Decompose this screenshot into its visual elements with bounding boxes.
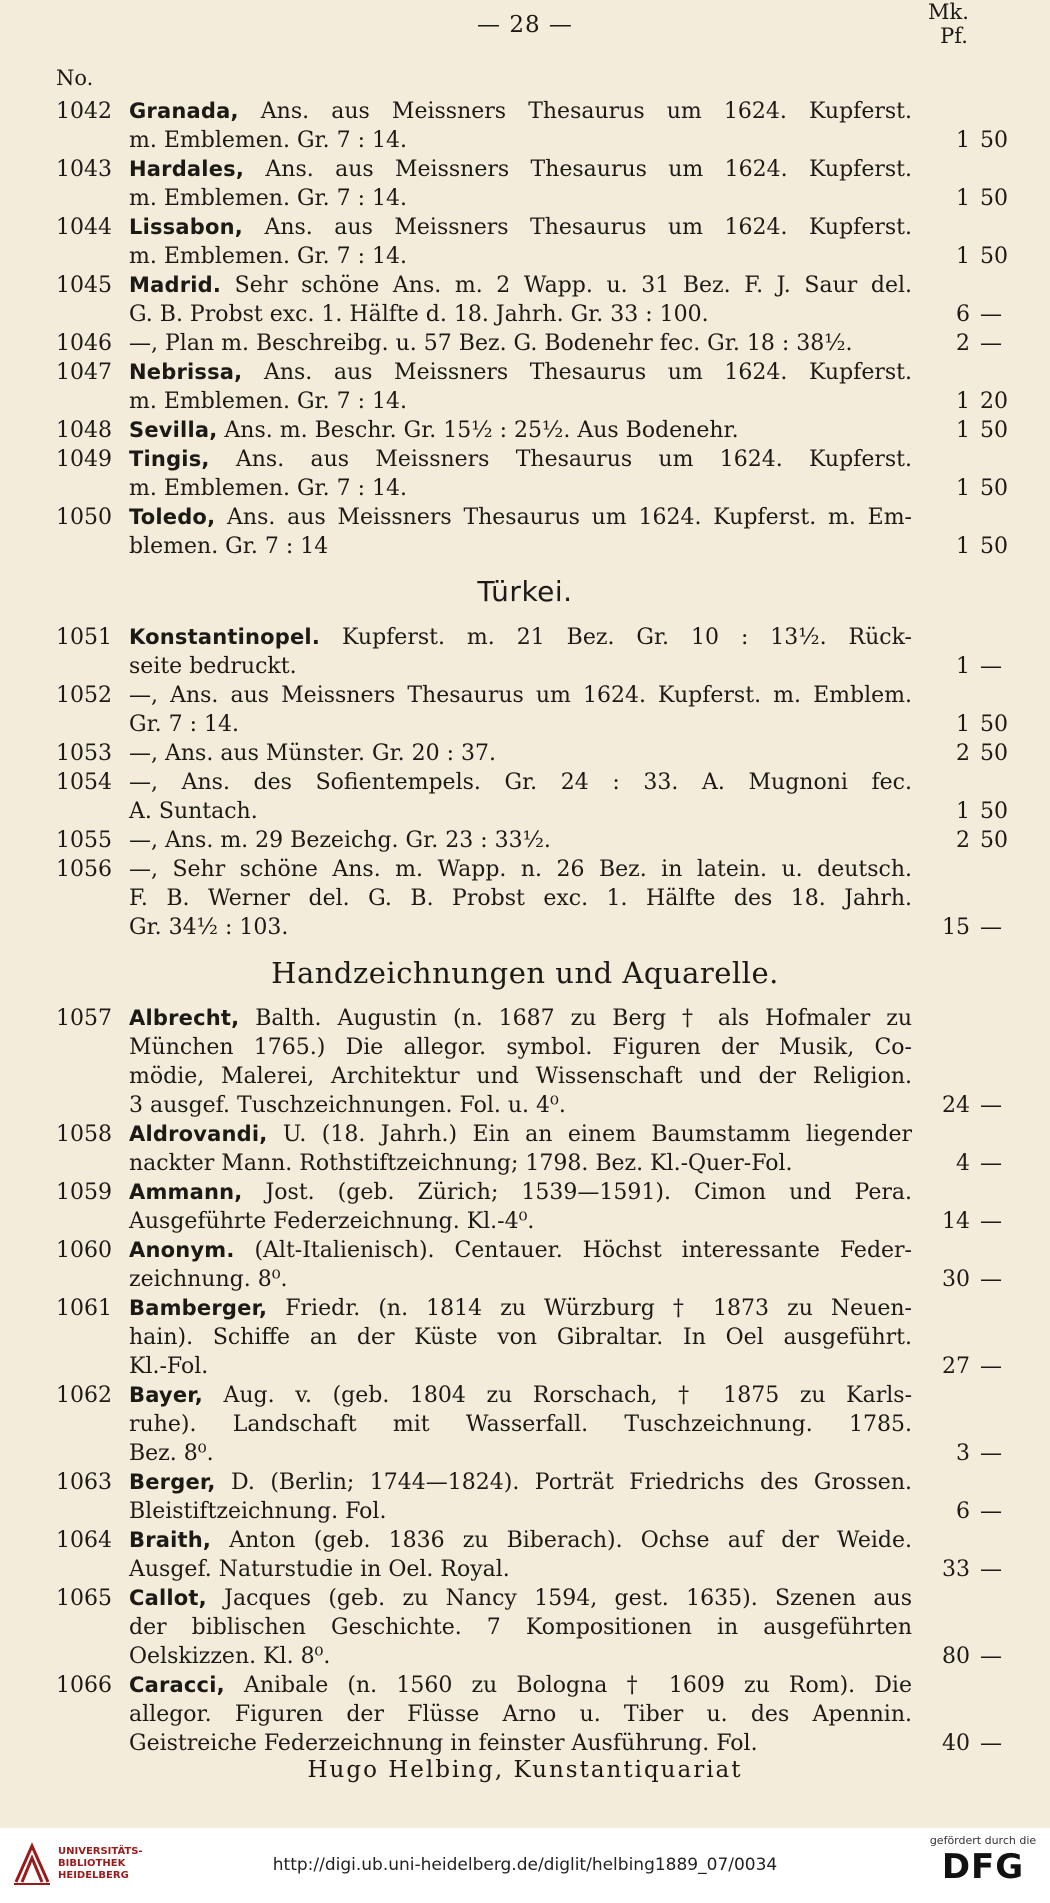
catalog-entry (0, 1584, 1050, 1671)
entry-description: —, Ans. aus Meissners Thesaurus um 1624. Kupferst. m. Emblem. (129, 683, 912, 708)
price-marks: 1 (956, 244, 970, 269)
entry-headword: Callot, (129, 1586, 207, 1610)
price-marks: 1 (956, 389, 970, 414)
entry-headword: Albrecht, (129, 1006, 240, 1030)
library-logo-line: UNIVERSITÄTS- (58, 1846, 143, 1857)
entry-line (0, 387, 1050, 416)
entry-text (129, 474, 912, 503)
entry-line (0, 1613, 1050, 1642)
price-marks: 30 (942, 1267, 970, 1292)
entry-line (0, 1352, 1050, 1381)
entry-text (129, 155, 912, 184)
entry-description: Ans. aus Meissners Thesaurus um 1624. Kupferst. (242, 215, 912, 240)
catalog-entry (0, 1381, 1050, 1468)
entry-line (0, 416, 1050, 445)
viewer-bar (0, 1828, 1050, 1903)
entry-description: U. (18. Jahrh.) Ein an einem Baumstamm liegender (267, 1122, 912, 1147)
entry-description: Ans. aus Meissners Thesaurus um 1624. Kupferst. (244, 157, 912, 182)
entry-line (0, 855, 1050, 884)
entry-line (0, 1729, 1050, 1758)
entry-description: Ans. aus Meissners Thesaurus um 1624. Kupferst. (238, 99, 912, 124)
price-marks: 27 (942, 1354, 970, 1379)
entry-text (129, 1671, 912, 1700)
entry-description: m. Emblemen. Gr. 7 : 14. (129, 389, 407, 414)
entry-number: 1063 (56, 1470, 112, 1495)
entry-number: 1060 (56, 1238, 112, 1263)
entry-number: 1042 (56, 99, 112, 124)
price-pfennig: 50 (980, 712, 1008, 737)
entry-line (0, 329, 1050, 358)
entry-text (129, 681, 912, 710)
entry-description: der biblischen Geschichte. 7 Kompositionen in ausgeführten (129, 1615, 912, 1640)
entry-text (129, 184, 912, 213)
entry-text (129, 1381, 912, 1410)
entry-description: Ausgeführte Federzeichnung. Kl.-4⁰. (129, 1209, 535, 1234)
entry-line (0, 1265, 1050, 1294)
entry-number: 1058 (56, 1122, 112, 1147)
catalog-entry (0, 1236, 1050, 1294)
entry-line (0, 242, 1050, 271)
library-logo-line: BIBLIOTHEK (58, 1858, 126, 1869)
price-pfennig: — (980, 1557, 1002, 1582)
dfg-logo-text: DFG (941, 1847, 1025, 1887)
price-marks: 1 (956, 799, 970, 824)
price-marks: 6 (956, 1499, 970, 1524)
entry-text (129, 855, 912, 884)
entry-line (0, 1410, 1050, 1439)
entry-text (129, 445, 912, 474)
entry-headword: Braith, (129, 1528, 212, 1552)
entry-text (129, 1062, 912, 1091)
entry-number: 1049 (56, 447, 112, 472)
entry-text (129, 1207, 912, 1236)
entry-headword: Hardales, (129, 157, 245, 181)
entry-line (0, 768, 1050, 797)
entry-description: —, Sehr schöne Ans. m. Wapp. n. 26 Bez. in latein. u. deutsch. (129, 857, 912, 882)
entry-headword: Anonym. (129, 1238, 235, 1262)
entry-headword: Ammann, (129, 1180, 243, 1204)
entry-text (129, 652, 912, 681)
entry-number: 1050 (56, 505, 112, 530)
price-pfennig: — (980, 1441, 1002, 1466)
entry-line (0, 532, 1050, 561)
entry-description: D. (Berlin; 1744—1824). Porträt Friedrichs des Grossen. (215, 1470, 912, 1495)
price-marks: 14 (942, 1209, 970, 1234)
entry-number: 1047 (56, 360, 112, 385)
entry-number: 1065 (56, 1586, 112, 1611)
entry-line (0, 358, 1050, 387)
price-pfennig: — (980, 1731, 1002, 1756)
entry-description: Kupferst. m. 21 Bez. Gr. 10 : 13½. Rück- (320, 625, 912, 650)
catalog-entry (0, 739, 1050, 768)
price-marks: 2 (956, 331, 970, 356)
price-marks: 1 (956, 476, 970, 501)
column-header-price: Mk. Pf. (928, 0, 969, 48)
entry-number: 1056 (56, 857, 112, 882)
entry-text (129, 1613, 912, 1642)
entry-text (129, 1642, 912, 1671)
entry-headword: Toledo, (129, 505, 216, 529)
price-marks: 15 (942, 915, 970, 940)
catalog-entry (0, 416, 1050, 445)
catalog-entry (0, 97, 1050, 155)
catalog-entry (0, 826, 1050, 855)
entry-text (129, 1468, 912, 1497)
catalog-entry (0, 1468, 1050, 1526)
price-marks: 2 (956, 828, 970, 853)
catalog-entry (0, 271, 1050, 329)
entry-line (0, 1033, 1050, 1062)
page-footer: Hugo Helbing, Kunstantiquariat (307, 1757, 743, 1783)
entry-headword: Caracci, (129, 1673, 225, 1697)
catalog-entry (0, 213, 1050, 271)
section-heading: Türkei. (477, 575, 573, 608)
entry-line (0, 623, 1050, 652)
entry-line (0, 1004, 1050, 1033)
catalog-entry (0, 623, 1050, 681)
column-header-number: No. (56, 66, 94, 90)
page-number: — 28 — (477, 12, 573, 38)
entry-number: 1046 (56, 331, 112, 356)
entry-description: Balth. Augustin (n. 1687 zu Berg † als Hofmaler zu (239, 1006, 912, 1031)
entry-text (129, 1555, 912, 1584)
entry-line (0, 271, 1050, 300)
entry-description: Ans. aus Meissners Thesaurus um 1624. Kupferst. (209, 447, 912, 472)
price-pfennig: — (980, 302, 1002, 327)
entry-line (0, 1178, 1050, 1207)
entry-number: 1048 (56, 418, 112, 443)
catalog-entry (0, 155, 1050, 213)
catalog-entry (0, 445, 1050, 503)
entry-description: —, Ans. m. 29 Bezeichg. Gr. 23 : 33½. (129, 828, 551, 853)
entry-text (129, 1033, 912, 1062)
entry-number: 1057 (56, 1006, 112, 1031)
entry-number: 1059 (56, 1180, 112, 1205)
entry-text (129, 1323, 912, 1352)
entry-list (0, 97, 1050, 1758)
price-marks: 6 (956, 302, 970, 327)
entry-number: 1043 (56, 157, 112, 182)
entry-description: Bleistiftzeichnung. Fol. (129, 1499, 387, 1524)
entry-text (129, 1120, 912, 1149)
entry-headword: Bayer, (129, 1383, 203, 1407)
entry-line (0, 155, 1050, 184)
catalog-entry (0, 358, 1050, 416)
entry-line (0, 184, 1050, 213)
entry-description: blemen. Gr. 7 : 14 (129, 534, 329, 559)
catalog-entry (0, 1526, 1050, 1584)
entry-line (0, 826, 1050, 855)
entry-text (129, 126, 912, 155)
entry-line (0, 681, 1050, 710)
entry-line (0, 1671, 1050, 1700)
entry-description: 3 ausgef. Tuschzeichnungen. Fol. u. 4⁰. (129, 1093, 566, 1118)
entry-text (129, 913, 912, 942)
price-marks: 80 (942, 1644, 970, 1669)
entry-number: 1061 (56, 1296, 112, 1321)
entry-description: seite bedruckt. (129, 654, 297, 679)
price-pfennig: 50 (980, 828, 1008, 853)
price-pfennig: 50 (980, 186, 1008, 211)
price-pfennig: — (980, 1209, 1002, 1234)
entry-description: Jost. (geb. Zürich; 1539—1591). Cimon und Pera. (242, 1180, 912, 1205)
price-pfennig: — (980, 331, 1002, 356)
entry-text (129, 1265, 912, 1294)
entry-number: 1051 (56, 625, 112, 650)
price-pfennig: — (980, 1499, 1002, 1524)
entry-text (129, 1178, 912, 1207)
entry-description: hain). Schiffe an der Küste von Gibraltar. In Oel ausgeführt. (129, 1325, 912, 1350)
entry-line (0, 1236, 1050, 1265)
entry-line (0, 1555, 1050, 1584)
price-pfennig: 50 (980, 741, 1008, 766)
catalog-entry (0, 681, 1050, 739)
entry-line (0, 1497, 1050, 1526)
price-pfennig: 50 (980, 244, 1008, 269)
entry-description: Anibale (n. 1560 zu Bologna † 1609 zu Rom). Die (224, 1673, 912, 1698)
entry-description: Ausgef. Naturstudie in Oel. Royal. (129, 1557, 510, 1582)
entry-headword: Berger, (129, 1470, 216, 1494)
price-marks: 1 (956, 186, 970, 211)
price-marks: 33 (942, 1557, 970, 1582)
entry-description: —, Plan m. Beschreibg. u. 57 Bez. G. Bodenehr fec. Gr. 18 : 38½. (129, 331, 853, 356)
catalog-entry (0, 503, 1050, 561)
entry-description: Gr. 7 : 14. (129, 712, 240, 737)
catalog-entry (0, 1178, 1050, 1236)
entry-text (129, 739, 912, 768)
entry-text (129, 1497, 912, 1526)
entry-text (129, 358, 912, 387)
entry-headword: Konstantinopel. (129, 625, 321, 649)
entry-headword: Lissabon, (129, 215, 243, 239)
entry-text (129, 1584, 912, 1613)
entry-line (0, 503, 1050, 532)
entry-line (0, 1091, 1050, 1120)
entry-text (129, 1352, 912, 1381)
entry-description: F. B. Werner del. G. B. Probst exc. 1. Hälfte des 18. Jahrh. (129, 886, 912, 911)
entry-line (0, 126, 1050, 155)
entry-line (0, 474, 1050, 503)
price-pfennig: 50 (980, 128, 1008, 153)
entry-text (129, 387, 912, 416)
entry-text (129, 623, 912, 652)
entry-text (129, 1526, 912, 1555)
entry-description: Bez. 8⁰. (129, 1441, 214, 1466)
entry-text (129, 1004, 912, 1033)
entry-line (0, 710, 1050, 739)
entry-description: Geistreiche Federzeichnung in feinster Ausführung. Fol. (129, 1731, 758, 1756)
entry-text (129, 1729, 912, 1758)
price-pfennig: — (980, 654, 1002, 679)
entry-description: Aug. v. (geb. 1804 zu Rorschach, † 1875 zu Karls- (202, 1383, 912, 1408)
section-heading: Handzeichnungen und Aquarelle. (271, 956, 779, 990)
entry-text (129, 884, 912, 913)
entry-line (0, 884, 1050, 913)
entry-description: Sehr schöne Ans. m. 2 Wapp. u. 31 Bez. F. J. Saur del. (221, 273, 912, 298)
entry-description: ruhe). Landschaft mit Wasserfall. Tuschzeichnung. 1785. (129, 1412, 912, 1437)
entry-number: 1066 (56, 1673, 112, 1698)
entry-line (0, 1700, 1050, 1729)
entry-headword: Madrid. (129, 273, 222, 297)
catalog-entry (0, 1004, 1050, 1120)
price-marks: 3 (956, 1441, 970, 1466)
entry-text (129, 416, 912, 445)
entry-number: 1053 (56, 741, 112, 766)
entry-number: 1044 (56, 215, 112, 240)
entry-description: (Alt-Italienisch). Centauer. Höchst interessante Feder- (234, 1238, 912, 1263)
price-pfennig: — (980, 1644, 1002, 1669)
entry-number: 1062 (56, 1383, 112, 1408)
entry-text (129, 1439, 912, 1468)
entry-description: —, Ans. aus Münster. Gr. 20 : 37. (129, 741, 497, 766)
entry-description: Ans. aus Meissners Thesaurus um 1624. Kupferst. (242, 360, 912, 385)
price-marks: 40 (942, 1731, 970, 1756)
entry-line (0, 213, 1050, 242)
entry-description: Ans. m. Beschr. Gr. 15½ : 25½. Aus Bodenehr. (217, 418, 739, 443)
entry-text (129, 97, 912, 126)
entry-text (129, 532, 912, 561)
entry-text (129, 300, 912, 329)
entry-description: nackter Mann. Rothstiftzeichnung; 1798. Bez. Kl.-Quer-Fol. (129, 1151, 793, 1176)
entry-description: Kl.-Fol. (129, 1354, 209, 1379)
entry-line (0, 1149, 1050, 1178)
entry-text (129, 1091, 912, 1120)
entry-number: 1055 (56, 828, 112, 853)
price-marks: 1 (956, 418, 970, 443)
entry-text (129, 826, 912, 855)
price-marks: 2 (956, 741, 970, 766)
price-marks: 1 (956, 534, 970, 559)
entry-description: Gr. 34½ : 103. (129, 915, 289, 940)
entry-line (0, 97, 1050, 126)
entry-text (129, 503, 912, 532)
entry-text (129, 1149, 912, 1178)
price-pfennig: 50 (980, 534, 1008, 559)
entry-line (0, 1584, 1050, 1613)
entry-description: m. Emblemen. Gr. 7 : 14. (129, 128, 407, 153)
price-marks: 1 (956, 712, 970, 737)
entry-line (0, 739, 1050, 768)
entry-headword: Nebrissa, (129, 360, 243, 384)
entry-headword: Bamberger, (129, 1296, 268, 1320)
entry-line (0, 1468, 1050, 1497)
entry-number: 1064 (56, 1528, 112, 1553)
entry-line (0, 445, 1050, 474)
entry-description: Oelskizzen. Kl. 8⁰. (129, 1644, 331, 1669)
catalog-entry (0, 768, 1050, 826)
catalog-entry (0, 855, 1050, 942)
entry-line (0, 652, 1050, 681)
funder-caption: gefördert durch die (929, 1834, 1037, 1847)
entry-description: A. Suntach. (129, 799, 258, 824)
entry-text (129, 213, 912, 242)
entry-description: allegor. Figuren der Flüsse Arno u. Tiber u. des Apennin. (129, 1702, 912, 1727)
entry-description: mödie, Malerei, Architektur und Wissenschaft und der Religion. (129, 1064, 912, 1089)
price-marks: 24 (942, 1093, 970, 1118)
entry-line (0, 1294, 1050, 1323)
funder-logo[interactable] (928, 1834, 1038, 1887)
entry-description: Friedr. (n. 1814 zu Würzburg † 1873 zu Neuen- (267, 1296, 912, 1321)
entry-text (129, 1294, 912, 1323)
price-pfennig: 20 (980, 389, 1008, 414)
entry-text (129, 271, 912, 300)
entry-number: 1045 (56, 273, 112, 298)
entry-line (0, 1439, 1050, 1468)
price-marks: 1 (956, 128, 970, 153)
price-pfennig: — (980, 1151, 1002, 1176)
price-pfennig: — (980, 1354, 1002, 1379)
entry-text (129, 1236, 912, 1265)
entry-text (129, 1700, 912, 1729)
entry-line (0, 1207, 1050, 1236)
price-pfennig: — (980, 915, 1002, 940)
entry-description: m. Emblemen. Gr. 7 : 14. (129, 186, 407, 211)
entry-line (0, 1381, 1050, 1410)
entry-description: G. B. Probst exc. 1. Hälfte d. 18. Jahrh. Gr. 33 : 100. (129, 302, 709, 327)
price-pfennig: 50 (980, 799, 1008, 824)
entry-number: 1054 (56, 770, 112, 795)
price-marks: 4 (956, 1151, 970, 1176)
entry-headword: Tingis, (129, 447, 210, 471)
price-pfennig: — (980, 1093, 1002, 1118)
entry-line (0, 797, 1050, 826)
entry-text (129, 329, 912, 358)
entry-description: zeichnung. 8⁰. (129, 1267, 288, 1292)
entry-description: München 1765.) Die allegor. symbol. Figuren der Musik, Co- (129, 1035, 912, 1060)
entry-line (0, 1642, 1050, 1671)
catalog-entry (0, 1294, 1050, 1381)
entry-headword: Sevilla, (129, 418, 218, 442)
entry-description: Jacques (geb. zu Nancy 1594, gest. 1635). Szenen aus (206, 1586, 912, 1611)
entry-description: Ans. aus Meissners Thesaurus um 1624. Kupferst. m. Em- (215, 505, 912, 530)
entry-text (129, 768, 912, 797)
entry-text (129, 710, 912, 739)
entry-text (129, 242, 912, 271)
entry-description: m. Emblemen. Gr. 7 : 14. (129, 244, 407, 269)
price-pfennig: 50 (980, 418, 1008, 443)
entry-text (129, 797, 912, 826)
price-pfennig: 50 (980, 476, 1008, 501)
entry-line (0, 1062, 1050, 1091)
entry-headword: Aldrovandi, (129, 1122, 268, 1146)
entry-line (0, 1120, 1050, 1149)
price-pfennig: — (980, 1267, 1002, 1292)
entry-description: Anton (geb. 1836 zu Biberach). Ochse auf der Weide. (211, 1528, 912, 1553)
entry-headword: Granada, (129, 99, 239, 123)
entry-line (0, 913, 1050, 942)
catalog-entry (0, 1120, 1050, 1178)
entry-line (0, 1526, 1050, 1555)
entry-line (0, 300, 1050, 329)
catalog-entry (0, 329, 1050, 358)
entry-description: m. Emblemen. Gr. 7 : 14. (129, 476, 407, 501)
price-marks: 1 (956, 654, 970, 679)
entry-description: —, Ans. des Sofientempels. Gr. 24 : 33. A. Mugnoni fec. (129, 770, 912, 795)
entry-number: 1052 (56, 683, 112, 708)
permalink-url[interactable]: http://digi.ub.uni-heidelberg.de/diglit/helbing1889_07/0034 (272, 1855, 778, 1875)
entry-text (129, 1410, 912, 1439)
catalog-entry (0, 1671, 1050, 1758)
entry-line (0, 1323, 1050, 1352)
library-logo-line: HEIDELBERG (58, 1870, 129, 1881)
